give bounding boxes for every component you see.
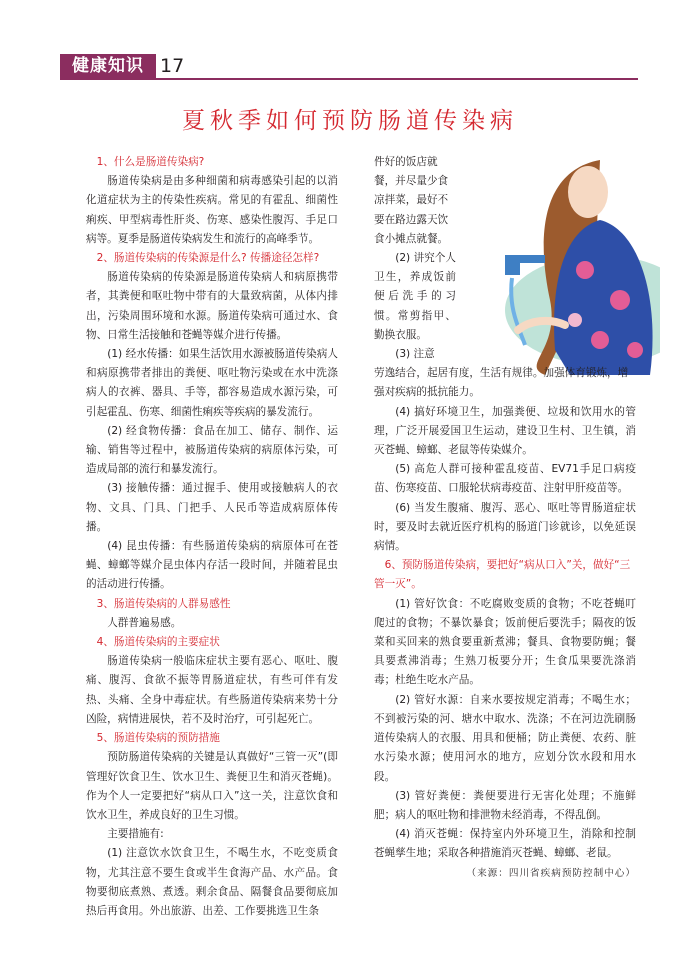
section-heading-2: 2、肠道传染病的传染源是什么? 传播途径怎样? [96,252,320,265]
paragraph: 劳逸结合，起居有度，生活有规律。加强体育锻炼，增强对疾病的抵抗能力。 [374,367,629,399]
paragraph: 肠道传染病的传染源是肠道传染病人和病原携带者，其粪便和呕吐物中带有的大量致病菌，从体内排出，污染周围环境和水源。肠道传染病可通过水、食物、日常生活接触和苍蝇等媒介进行传播。 [86,271,338,341]
paragraph: 预防肠道传染病的关键是认真做好“三管一灭”(即管理好饮食卫生、饮水卫生、粪便卫生和消灭苍蝇)。作为个人一定要把好“病从口入”这一关，注意饮食和饮水卫生，养成良好的卫生习惯。 [86,751,338,821]
paragraph: (6) 当发生腹痛、腹泻、恶心、呕吐等胃肠道症状时，要及时去就近医疗机构的肠道门诊就诊，以免延误病情。 [374,501,636,553]
paragraph: (4) 消灭苍蝇：保持室内外环境卫生，消除和控制苍蝇孳生地；采取各种措施消灭苍蝇、蟑螂、老鼠。 [374,828,636,860]
paragraph: (1) 注意饮水饮食卫生，不喝生水，不吃变质食物，尤其注意不要生食或半生食海产品、水产品。食物要彻底煮熟、煮透。剩余食品、隔餐食品要彻底加热后再食用。外出旅游、出差、工作要挑选卫生条 [86,847,338,917]
section-heading-5: 5、肠道传染病的预防措施 [96,732,220,745]
paragraph: (5) 高危人群可接种霍乱疫苗、EV71手足口病疫苗、伤寒疫苗、口服轮状病毒疫苗、注射甲肝疫苗等。 [374,463,636,495]
source-note: （来源：四川省疾病预防控制中心） [466,867,636,879]
paragraph: (2) 管好水源：自来水要按规定消毒；不喝生水；不到被污染的河、塘水中取水、洗涤；不在河边洗刷肠道传染病人的衣服、用具和便桶；防止粪便、农药、脏水污染水源；使用河水的地方，应划分饮水段和用水段。 [374,693,636,783]
paragraph: (1) 管好饮食：不吃腐败变质的食物；不吃苍蝇叮爬过的食物；不暴饮暴食；饭前便后要洗手；隔夜的饭菜和买回来的熟食要重新煮沸；餐具、食物要防蝇；餐具要煮沸消毒；生熟刀板要分开；生食瓜果要洗涤消毒；杜绝生吃水产品。 [374,597,636,687]
paragraph: (1) 经水传播：如果生活饮用水源被肠道传染病人和病原携带者排出的粪便、呕吐物污染或在水中洗涤病人的衣裤、器具、手等，都容易造成水源污染，可引起霍乱、伤寒、细菌性痢疾等疾病的暴发流行。 [86,348,338,418]
paragraph: (3) 管好粪便：粪便要进行无害化处理；不施鲜肥；病人的呕吐物和排泄物未经消毒，不得乱倒。 [374,789,636,821]
paragraph: 肠道传染病一般临床症状主要有恶心、呕吐、腹痛、腹泻、食欲不振等胃肠道症状，有些可伴有发热、头痛、全身中毒症状。有些肠道传染病来势十分凶险，病情进展快，若不及时治疗，可引起死亡。 [86,655,338,725]
paragraph: (4) 搞好环境卫生，加强粪便、垃圾和饮用水的管理，广泛开展爱国卫生运动，建设卫生村、卫生镇，消灭苍蝇、蟑螂、老鼠等传染媒介。 [374,405,636,457]
header-divider [60,78,638,80]
section-heading-3: 3、肠道传染病的人群易感性 [96,597,231,610]
section-label: 健康知识 [60,54,156,78]
left-column [86,153,338,921]
section-heading-4: 4、肠道传染病的主要症状 [96,636,220,649]
paragraph: 肠道传染病是由多种细菌和病毒感染引起的以消化道症状为主的传染性疾病。常见的有霍乱、细菌性痢疾、甲型病毒性肝炎、伤寒、感染性腹泻、手足口病等。夏季是肠道传染病发生和流行的高峰季节。 [86,175,338,245]
paragraph: 主要措施有: [107,828,164,841]
page-number: 17 [160,55,185,77]
paragraph: 人群普遍易感。 [107,616,182,629]
article-title: 夏秋季如何预防肠道传染病 [182,108,518,134]
paragraph: (4) 昆虫传播：有些肠道传染病的病原体可在苍蝇、蟑螂等媒介昆虫体内存活一段时间，并随着昆虫的活动进行传播。 [86,540,338,591]
paragraph: (2) 经食物传播：食品在加工、储存、制作、运输、销售等过程中，被肠道传染病的病原体污染，可造成局部的流行和暴发流行。 [86,424,338,476]
paragraph: 件好的饭店就餐，并尽量少食凉拌菜，最好不要在路边露天饮食小摊点就餐。 [374,156,449,245]
section-heading-1: 1、什么是肠道传染病? [96,156,205,168]
paragraph: (3) 接触传播：通过握手、使用或接触病人的衣物、文具、门具、门把手、人民币等造成病原体传播。 [86,482,338,533]
section-heading-6: 6、预防肠道传染病，要把好“病从口入”关，做好“三管一灭”。 [374,559,631,591]
right-column [374,153,636,883]
paragraph: (3) 注意 [395,348,435,361]
paragraph: (2) 讲究个人卫生，养成饭前便后洗手的习惯。常剪指甲、勤换衣服。 [374,252,456,341]
